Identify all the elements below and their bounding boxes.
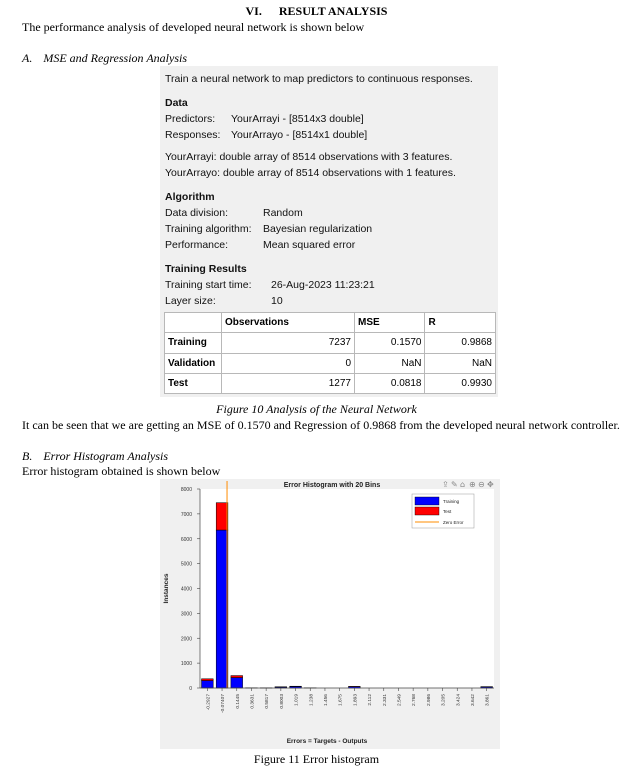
performance-value: Mean squared error [263, 239, 356, 251]
subsection-b-title: Error Histogram Analysis [43, 449, 169, 463]
legend-swatch-test [415, 507, 439, 515]
row-label: Training [165, 333, 222, 353]
x-tick-label: 0.1445 [235, 694, 241, 709]
x-tick-label: 3.424 [456, 694, 462, 707]
x-axis-label: Errors = Targets - Outputs [286, 738, 368, 745]
layer-size-label: Layer size: [165, 295, 216, 307]
brush-icon: ✎ [451, 480, 458, 489]
row-label: Test [165, 373, 222, 393]
table-header-observations: Observations [222, 313, 355, 333]
table-header-blank [165, 313, 222, 333]
x-tick-label: -0.2927 [206, 694, 212, 711]
table-row [165, 353, 496, 373]
x-tick-label: 1.238 [309, 694, 315, 707]
observations-cell: 0 [222, 353, 355, 373]
panel-description: Train a neural network to map predictors to continuous responses. [165, 73, 473, 85]
y-tick-label: 0 [189, 686, 192, 692]
subsection-a-label: A. [22, 51, 33, 65]
mse-cell: 0.0818 [355, 373, 425, 393]
table-header-r: R [425, 313, 496, 333]
responses-note: YourArrayo: double array of 8514 observations with 1 features. [165, 167, 456, 179]
x-tick-label: -0.07407 [221, 694, 227, 713]
data-division-label: Data division: [165, 207, 229, 219]
x-tick-label: 1.893 [353, 694, 359, 707]
responses-value: YourArrayo - [8514x1 double] [231, 129, 368, 141]
x-tick-label: 2.768 [412, 694, 418, 707]
training-algorithm-value: Bayesian regularization [263, 223, 373, 235]
subsection-b-label: B. [22, 449, 33, 463]
legend-label-training: Training [443, 499, 460, 504]
training-algorithm-label: Training algorithm: [165, 223, 252, 235]
intro-text: The performance analysis of developed neural network is shown below [22, 20, 365, 34]
training-results-panel [160, 66, 498, 397]
y-tick-label: 5000 [180, 561, 192, 568]
performance-label: Performance: [165, 239, 229, 251]
predictors-value: YourArrayi - [8514x3 double] [231, 113, 364, 125]
r-cell: 0.9868 [425, 333, 496, 353]
x-tick-label: 1.456 [323, 694, 329, 707]
x-tick-label: 2.331 [382, 694, 388, 707]
subsection-a-heading [22, 51, 187, 66]
x-tick-label: 3.642 [470, 694, 476, 707]
data-division-value: Random [263, 207, 303, 219]
chart-title: Error Histogram with 20 Bins [283, 482, 381, 489]
bar-training [231, 678, 243, 688]
section-title: RESULT ANALYSIS [278, 4, 388, 18]
legend-label-test: Test [443, 509, 452, 514]
zoom-in-icon: ⊕ [469, 480, 476, 489]
subsection-b-heading [22, 449, 168, 464]
predictors-label: Predictors: [165, 113, 216, 125]
x-tick-label: 2.986 [426, 694, 432, 707]
data-heading: Data [165, 97, 188, 109]
x-tick-label: 1.675 [338, 694, 344, 707]
observations-cell: 1277 [222, 373, 355, 393]
home-icon: ⌂ [460, 480, 466, 489]
histogram-intro: Error histogram obtained is shown below [22, 464, 221, 478]
table-header-row [165, 313, 496, 333]
y-tick-label: 2000 [180, 636, 192, 643]
bar-test [216, 503, 228, 530]
predictors-note: YourArrayi: double array of 8514 observations with 3 features. [165, 151, 453, 163]
pan-icon: ✥ [487, 480, 494, 489]
bar-test [231, 676, 243, 678]
subsection-a-title: MSE and Regression Analysis [43, 51, 187, 65]
mse-cell: 0.1570 [355, 333, 425, 353]
mse-cell: NaN [355, 353, 425, 373]
x-tick-label: 0.5817 [265, 694, 271, 709]
start-time-value: 26-Aug-2023 11:23:21 [271, 279, 375, 291]
layer-size-value: 10 [271, 295, 283, 307]
figure10-caption: Figure 10 Analysis of the Neural Network [216, 402, 417, 416]
x-tick-label: 2.112 [368, 694, 374, 706]
y-tick-label: 3000 [180, 611, 192, 618]
y-tick-label: 8000 [180, 487, 192, 493]
error-histogram-figure [160, 479, 500, 749]
r-cell: NaN [425, 353, 496, 373]
figure11-caption: Figure 11 Error histogram [253, 752, 380, 766]
table-row [165, 373, 496, 393]
x-tick-label: 3.861 [485, 694, 491, 707]
observations-cell: 7237 [222, 333, 355, 353]
x-tick-label: 1.019 [294, 694, 300, 707]
row-label: Validation [165, 353, 222, 373]
x-tick-label: 0.8003 [279, 694, 285, 709]
x-tick-label: 2.549 [397, 694, 403, 707]
table-row [165, 333, 496, 353]
table-header-mse: MSE [355, 313, 425, 333]
section-number: VI. [245, 4, 262, 18]
bar-training [202, 681, 214, 688]
y-tick-label: 1000 [180, 661, 192, 668]
bar-training [216, 530, 228, 688]
conclusion-text: It can be seen that we are getting an MSE of 0.1570 and Regression of 0.9868 from the developed neural network controller. [22, 418, 620, 432]
training-results-heading: Training Results [165, 263, 247, 275]
y-axis-label: Instances [163, 573, 170, 604]
export-icon: ⇪ [442, 480, 449, 489]
section-heading [0, 4, 633, 19]
legend-swatch-training [415, 497, 439, 505]
error-histogram-chart [160, 479, 500, 749]
zoom-out-icon: ⊖ [478, 480, 485, 489]
r-cell: 0.9930 [425, 373, 496, 393]
legend-label-zero-error: Zero Error [443, 520, 464, 525]
y-tick-label: 4000 [180, 586, 192, 593]
algorithm-heading: Algorithm [165, 191, 215, 203]
responses-label: Responses: [165, 129, 221, 141]
y-tick-label: 7000 [180, 511, 192, 518]
results-table [164, 312, 496, 394]
y-tick-label: 6000 [180, 536, 192, 543]
x-tick-label: 0.3631 [250, 694, 256, 709]
x-tick-label: 3.205 [441, 694, 447, 707]
start-time-label: Training start time: [165, 279, 252, 291]
bar-test [202, 679, 214, 681]
